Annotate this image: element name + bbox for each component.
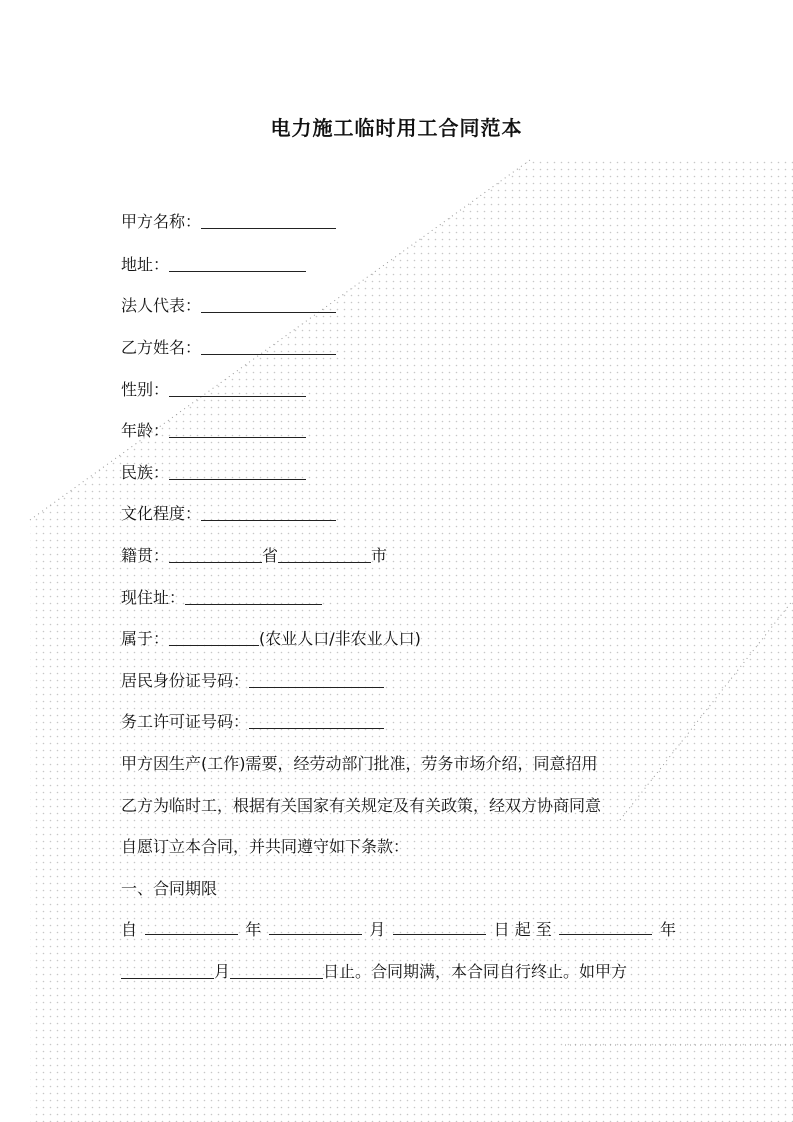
blank-underline	[249, 671, 384, 688]
field-legal-rep	[121, 294, 336, 318]
section-1-period-line	[121, 918, 676, 942]
blank-underline	[121, 962, 214, 979]
field-label: 居民身份证号码：	[121, 671, 250, 690]
field-belongs	[121, 627, 421, 651]
blank-underline	[559, 918, 652, 935]
blank-underline	[169, 255, 306, 272]
blank-underline	[269, 918, 362, 935]
intro-line-1: 甲方因生产(工作)需要，经劳动部门批准，劳务市场介绍，同意招用	[121, 754, 598, 773]
year2-label: 年	[659, 920, 676, 939]
field-label: 法人代表：	[121, 296, 202, 315]
field-address	[121, 253, 306, 277]
blank-underline	[169, 463, 306, 480]
blank-underline	[278, 546, 371, 563]
field-ethnicity	[121, 461, 306, 485]
field-label: 文化程度：	[121, 504, 202, 523]
blank-underline	[185, 588, 322, 605]
field-education	[121, 502, 336, 526]
field-label: 现住址：	[121, 588, 186, 607]
document-title: 电力施工临时用工合同范本	[270, 116, 523, 140]
blank-underline	[201, 296, 336, 313]
blank-underline	[201, 504, 336, 521]
period-line-justified	[121, 918, 676, 942]
section-1-end-line	[121, 960, 676, 984]
field-age	[121, 419, 306, 443]
intro-line-2: 乙方为临时工，根据有关国家有关规定及有关政策，经双方协商同意	[121, 796, 602, 815]
origin-province-label: 省	[262, 546, 279, 565]
field-label: 务工许可证号码：	[121, 712, 250, 731]
blank-underline	[230, 962, 323, 979]
year-label: 年	[245, 920, 262, 939]
field-id-number	[121, 669, 384, 693]
field-label: 民族：	[121, 463, 170, 482]
field-party-a-name	[121, 210, 336, 234]
blank-underline	[201, 212, 336, 229]
section-1-heading: 一、合同期限	[121, 879, 218, 898]
field-label: 属于：	[121, 629, 170, 648]
field-label: 性别：	[121, 380, 170, 399]
field-residence	[121, 586, 322, 610]
field-origin	[121, 544, 387, 568]
day-from-to-label: 日 起 至	[493, 920, 552, 939]
field-label: 地址：	[121, 255, 170, 274]
blank-underline	[169, 629, 259, 646]
end-text: 日止。合同期满，本合同自行终止。如甲方	[323, 962, 628, 981]
blank-underline	[201, 338, 336, 355]
origin-city-label: 市	[371, 546, 388, 565]
field-party-b-name	[121, 336, 336, 360]
blank-underline	[145, 918, 238, 935]
blank-underline	[169, 380, 306, 397]
blank-underline	[249, 712, 384, 729]
field-label: 年龄：	[121, 421, 170, 440]
field-label: 甲方名称：	[121, 212, 202, 231]
blank-underline	[393, 918, 486, 935]
field-label: 籍贯：	[121, 546, 170, 565]
from-label: 自	[121, 920, 138, 939]
field-label: 乙方姓名：	[121, 338, 202, 357]
blank-underline	[169, 546, 262, 563]
intro-line-3: 自愿订立本合同，并共同遵守如下条款：	[121, 837, 410, 856]
month2-label: 月	[214, 962, 231, 981]
month-label: 月	[369, 920, 386, 939]
blank-underline	[169, 421, 306, 438]
field-work-permit	[121, 710, 384, 734]
belongs-options: (农业人口/非农业人口)	[259, 629, 421, 648]
field-gender	[121, 378, 306, 402]
